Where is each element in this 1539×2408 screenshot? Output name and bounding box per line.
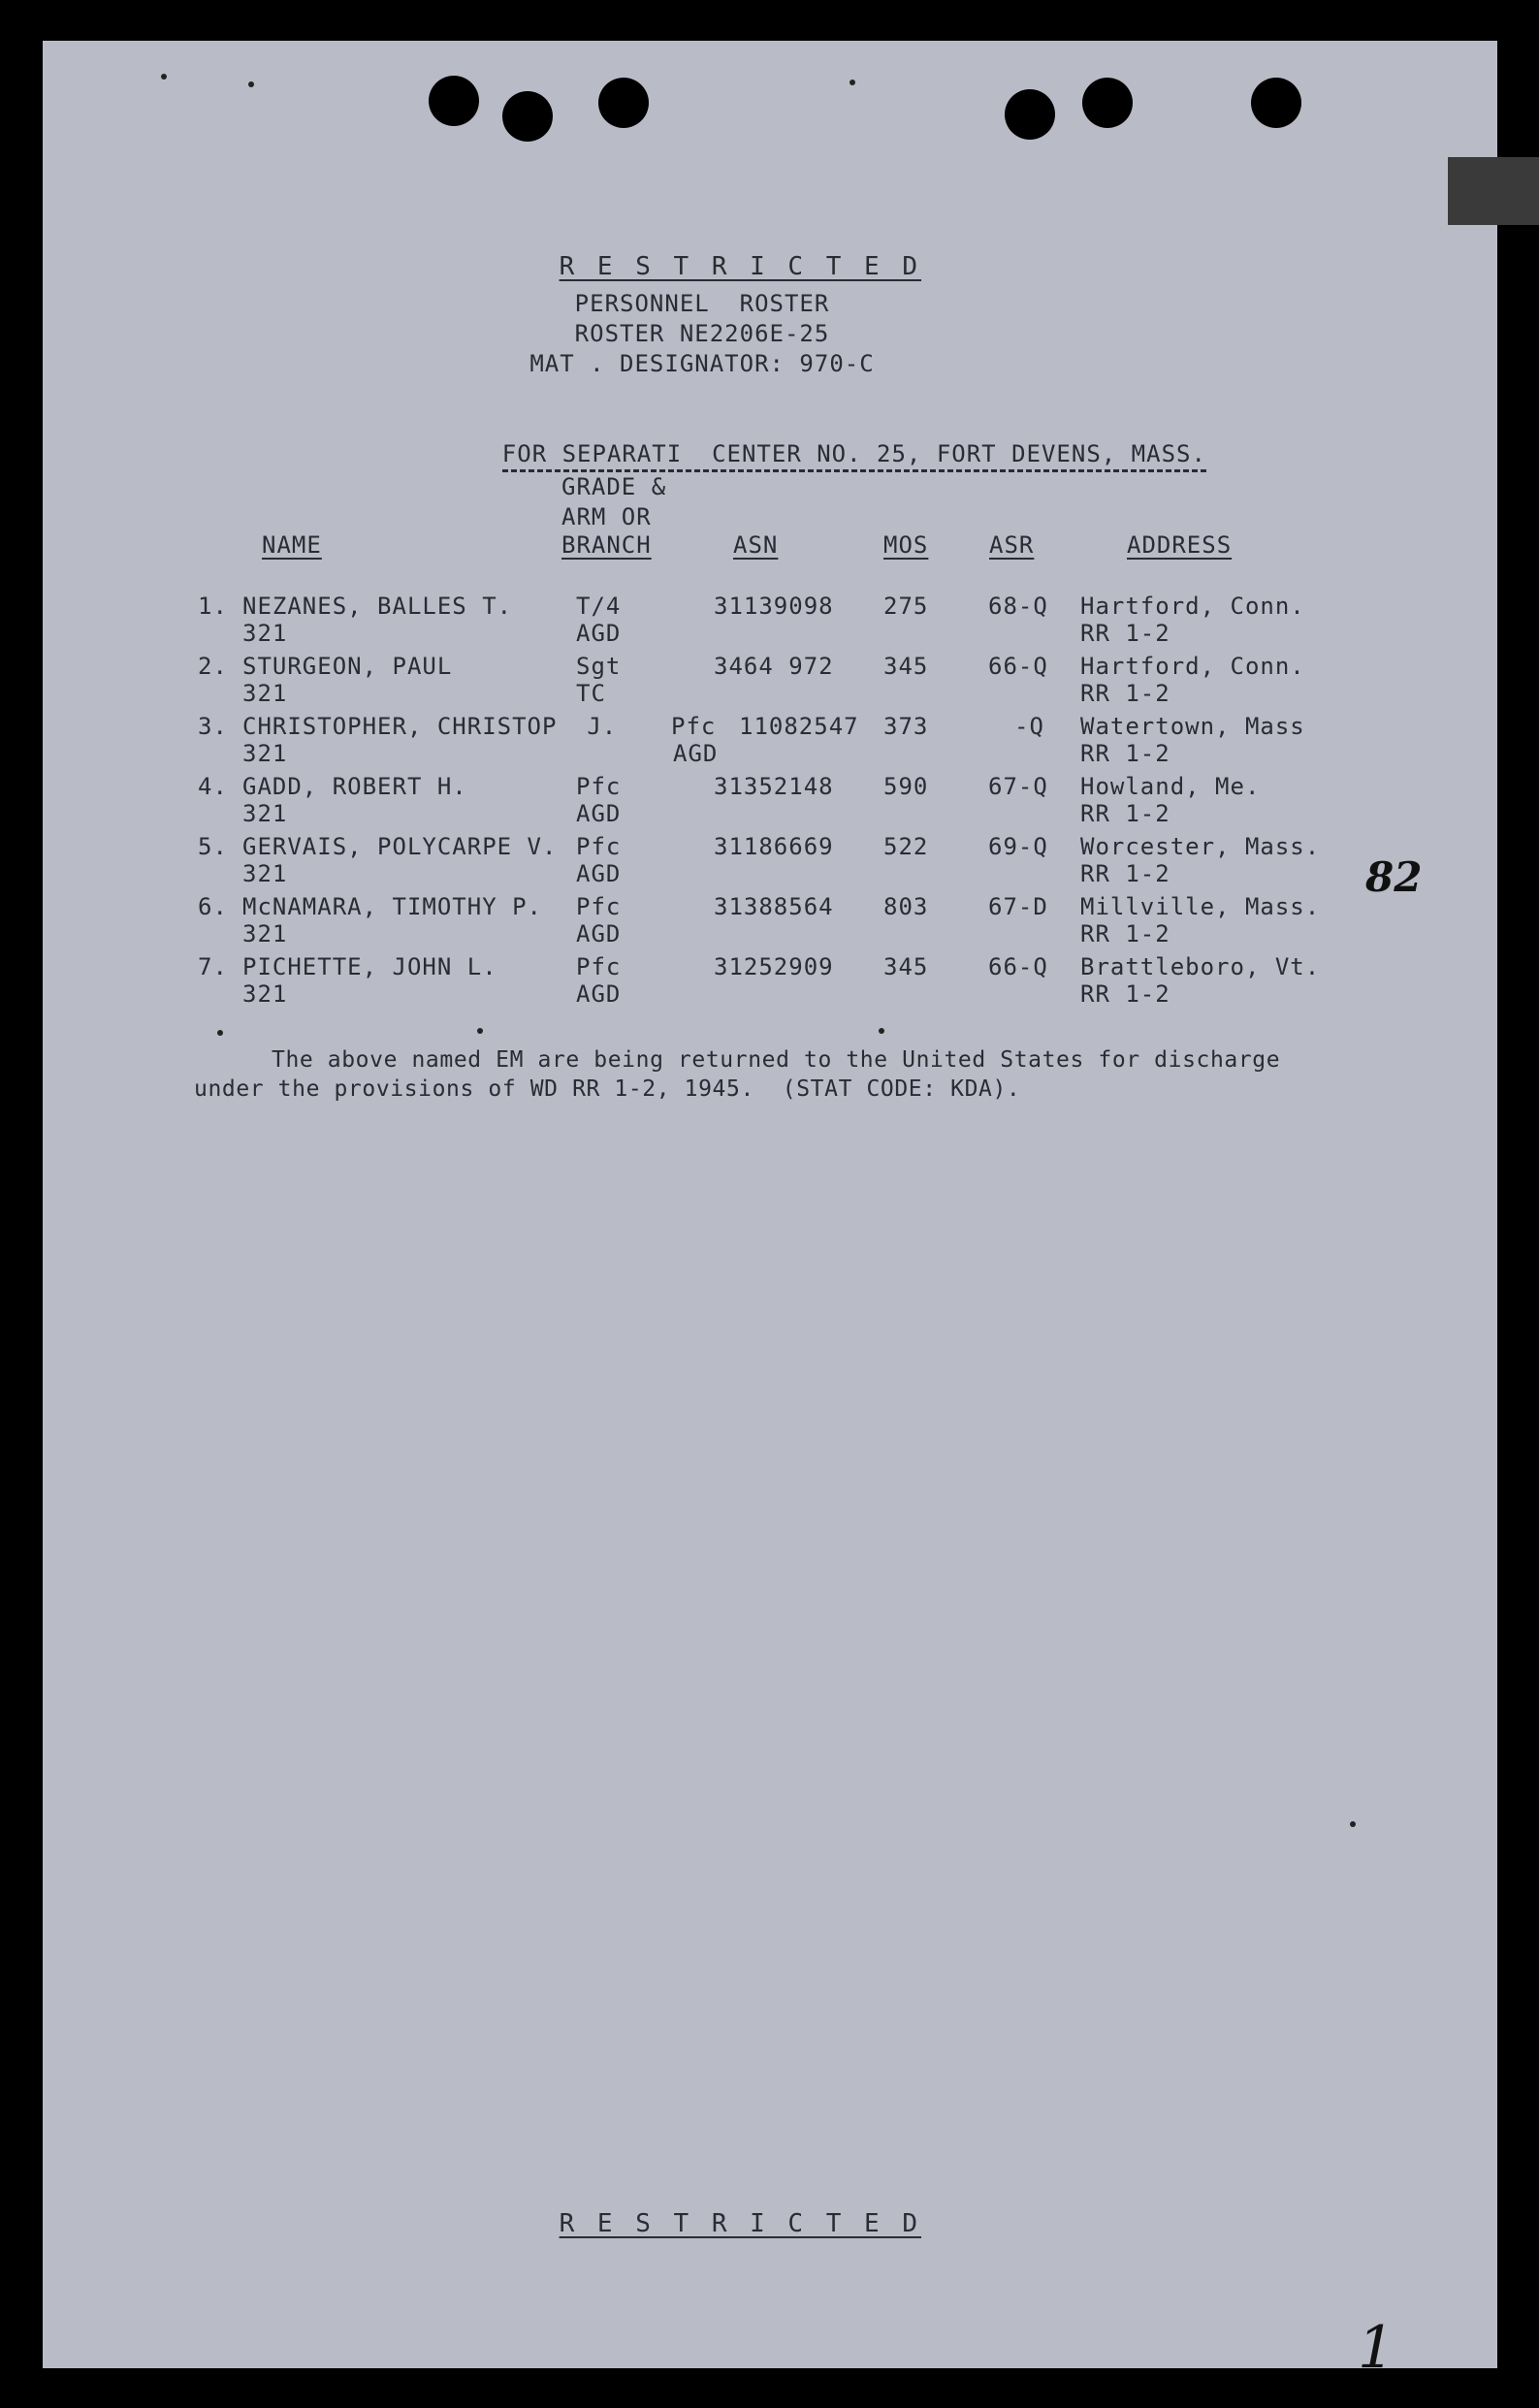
row-rr: RR 1-2 xyxy=(1080,740,1170,767)
row-branch: AGD xyxy=(576,620,622,647)
row-rr: RR 1-2 xyxy=(1080,800,1170,827)
row-code: 321 xyxy=(242,680,288,707)
row-asr: 67-D xyxy=(988,893,1048,920)
row-address: Hartford, Conn. xyxy=(1080,653,1305,680)
row-rr: RR 1-2 xyxy=(1080,860,1170,887)
row-code: 321 xyxy=(242,740,288,767)
classification-top: R E S T R I C T E D xyxy=(559,252,922,281)
row-grade: T/4 xyxy=(576,593,622,620)
column-header-branch: BRANCH xyxy=(561,531,652,559)
row-branch: TC xyxy=(576,680,606,707)
row-code: 321 xyxy=(242,980,288,1008)
handwritten-margin-mark: 1 xyxy=(1358,2314,1395,2382)
row-mos: 522 xyxy=(883,833,929,860)
row-number: 5. xyxy=(198,833,228,860)
punch-hole xyxy=(1082,78,1133,128)
row-rr: RR 1-2 xyxy=(1080,920,1170,947)
row-rr: RR 1-2 xyxy=(1080,680,1170,707)
row-name: PICHETTE, JOHN L. xyxy=(242,953,497,980)
column-header-mos: MOS xyxy=(883,531,929,559)
row-asn: 31139098 xyxy=(714,593,834,620)
roster-number: ROSTER NE2206E-25 xyxy=(574,320,830,347)
row-mos: 345 xyxy=(883,653,929,680)
punch-hole xyxy=(598,78,649,128)
row-address: Hartford, Conn. xyxy=(1080,593,1305,620)
row-asr: 66-Q xyxy=(988,953,1048,980)
row-name: GADD, ROBERT H. xyxy=(242,773,467,800)
row-number: 2. xyxy=(198,653,228,680)
roster-title: PERSONNEL ROSTER xyxy=(574,290,830,317)
row-asr: 68-Q xyxy=(988,593,1048,620)
row-address: Millville, Mass. xyxy=(1080,893,1321,920)
row-name: GERVAIS, POLYCARPE V. xyxy=(242,833,558,860)
row-asn: 3464 972 xyxy=(714,653,834,680)
row-name: NEZANES, BALLES T. xyxy=(242,593,513,620)
row-number: 6. xyxy=(198,893,228,920)
row-asn: 31388564 xyxy=(714,893,834,920)
speck xyxy=(248,81,254,87)
row-grade: Pfc xyxy=(576,833,622,860)
row-asn: 31352148 xyxy=(714,773,834,800)
column-header-name: NAME xyxy=(262,531,322,559)
row-grade: Pfc xyxy=(671,713,717,740)
row-code: 321 xyxy=(242,800,288,827)
row-asr: 67-Q xyxy=(988,773,1048,800)
punch-hole xyxy=(429,76,479,126)
row-name: McNAMARA, TIMOTHY P. xyxy=(242,893,542,920)
row-grade: Sgt xyxy=(576,653,622,680)
classification-bottom: R E S T R I C T E D xyxy=(559,2209,922,2238)
speck xyxy=(477,1028,483,1034)
speck xyxy=(879,1028,884,1034)
row-code: 321 xyxy=(242,620,288,647)
row-asn: 31252909 xyxy=(714,953,834,980)
row-grade: Pfc xyxy=(576,953,622,980)
column-header-asn: ASN xyxy=(733,531,779,559)
row-branch: AGD xyxy=(576,860,622,887)
destination: FOR SEPARATI CENTER NO. 25, FORT DEVENS, MASS. xyxy=(442,413,1206,495)
row-asn: 31186669 xyxy=(714,833,834,860)
punch-hole xyxy=(502,91,553,142)
row-mos: 345 xyxy=(883,953,929,980)
row-branch: AGD xyxy=(576,980,622,1008)
row-grade: Pfc xyxy=(576,893,622,920)
row-address: Watertown, Mass xyxy=(1080,713,1305,740)
row-mos: 275 xyxy=(883,593,929,620)
speck xyxy=(217,1030,223,1036)
row-mos: 590 xyxy=(883,773,929,800)
speck xyxy=(850,80,855,85)
row-address: Worcester, Mass. xyxy=(1080,833,1321,860)
column-header-asr: ASR xyxy=(989,531,1035,559)
row-address: Brattleboro, Vt. xyxy=(1080,953,1321,980)
row-branch: AGD xyxy=(576,920,622,947)
speck xyxy=(1350,1821,1356,1827)
punch-hole xyxy=(1005,89,1055,140)
speck xyxy=(161,74,167,80)
column-header-address: ADDRESS xyxy=(1127,531,1233,559)
row-asn: 11082547 xyxy=(739,713,859,740)
row-code: 321 xyxy=(242,920,288,947)
row-branch: AGD xyxy=(673,740,719,767)
column-header-grade: GRADE & xyxy=(561,473,667,500)
row-mos: 803 xyxy=(883,893,929,920)
row-address: Howland, Me. xyxy=(1080,773,1261,800)
row-asr: -Q xyxy=(1014,713,1044,740)
row-name: STURGEON, PAUL xyxy=(242,653,453,680)
column-header-arm: ARM OR xyxy=(561,503,652,530)
remark-line-1: The above named EM are being returned to the United States for discharge xyxy=(272,1047,1281,1073)
row-number: 1. xyxy=(198,593,228,620)
row-mos: 373 xyxy=(883,713,929,740)
document-page xyxy=(43,41,1497,2382)
edge-tab xyxy=(1448,157,1539,225)
row-branch: AGD xyxy=(576,800,622,827)
row-number: 4. xyxy=(198,773,228,800)
designator: MAT . DESIGNATOR: 970-C xyxy=(529,350,875,377)
row-grade: Pfc xyxy=(576,773,622,800)
handwritten-page-number: 82 xyxy=(1365,853,1423,901)
punch-hole xyxy=(1251,78,1301,128)
row-asr: 69-Q xyxy=(988,833,1048,860)
row-number: 7. xyxy=(198,953,228,980)
row-name: CHRISTOPHER, CHRISTOP J. xyxy=(242,713,618,740)
row-rr: RR 1-2 xyxy=(1080,620,1170,647)
remark-line-2: under the provisions of WD RR 1-2, 1945. (STAT CODE: KDA). xyxy=(194,1076,1021,1102)
row-number: 3. xyxy=(198,713,228,740)
row-rr: RR 1-2 xyxy=(1080,980,1170,1008)
row-asr: 66-Q xyxy=(988,653,1048,680)
row-code: 321 xyxy=(242,860,288,887)
